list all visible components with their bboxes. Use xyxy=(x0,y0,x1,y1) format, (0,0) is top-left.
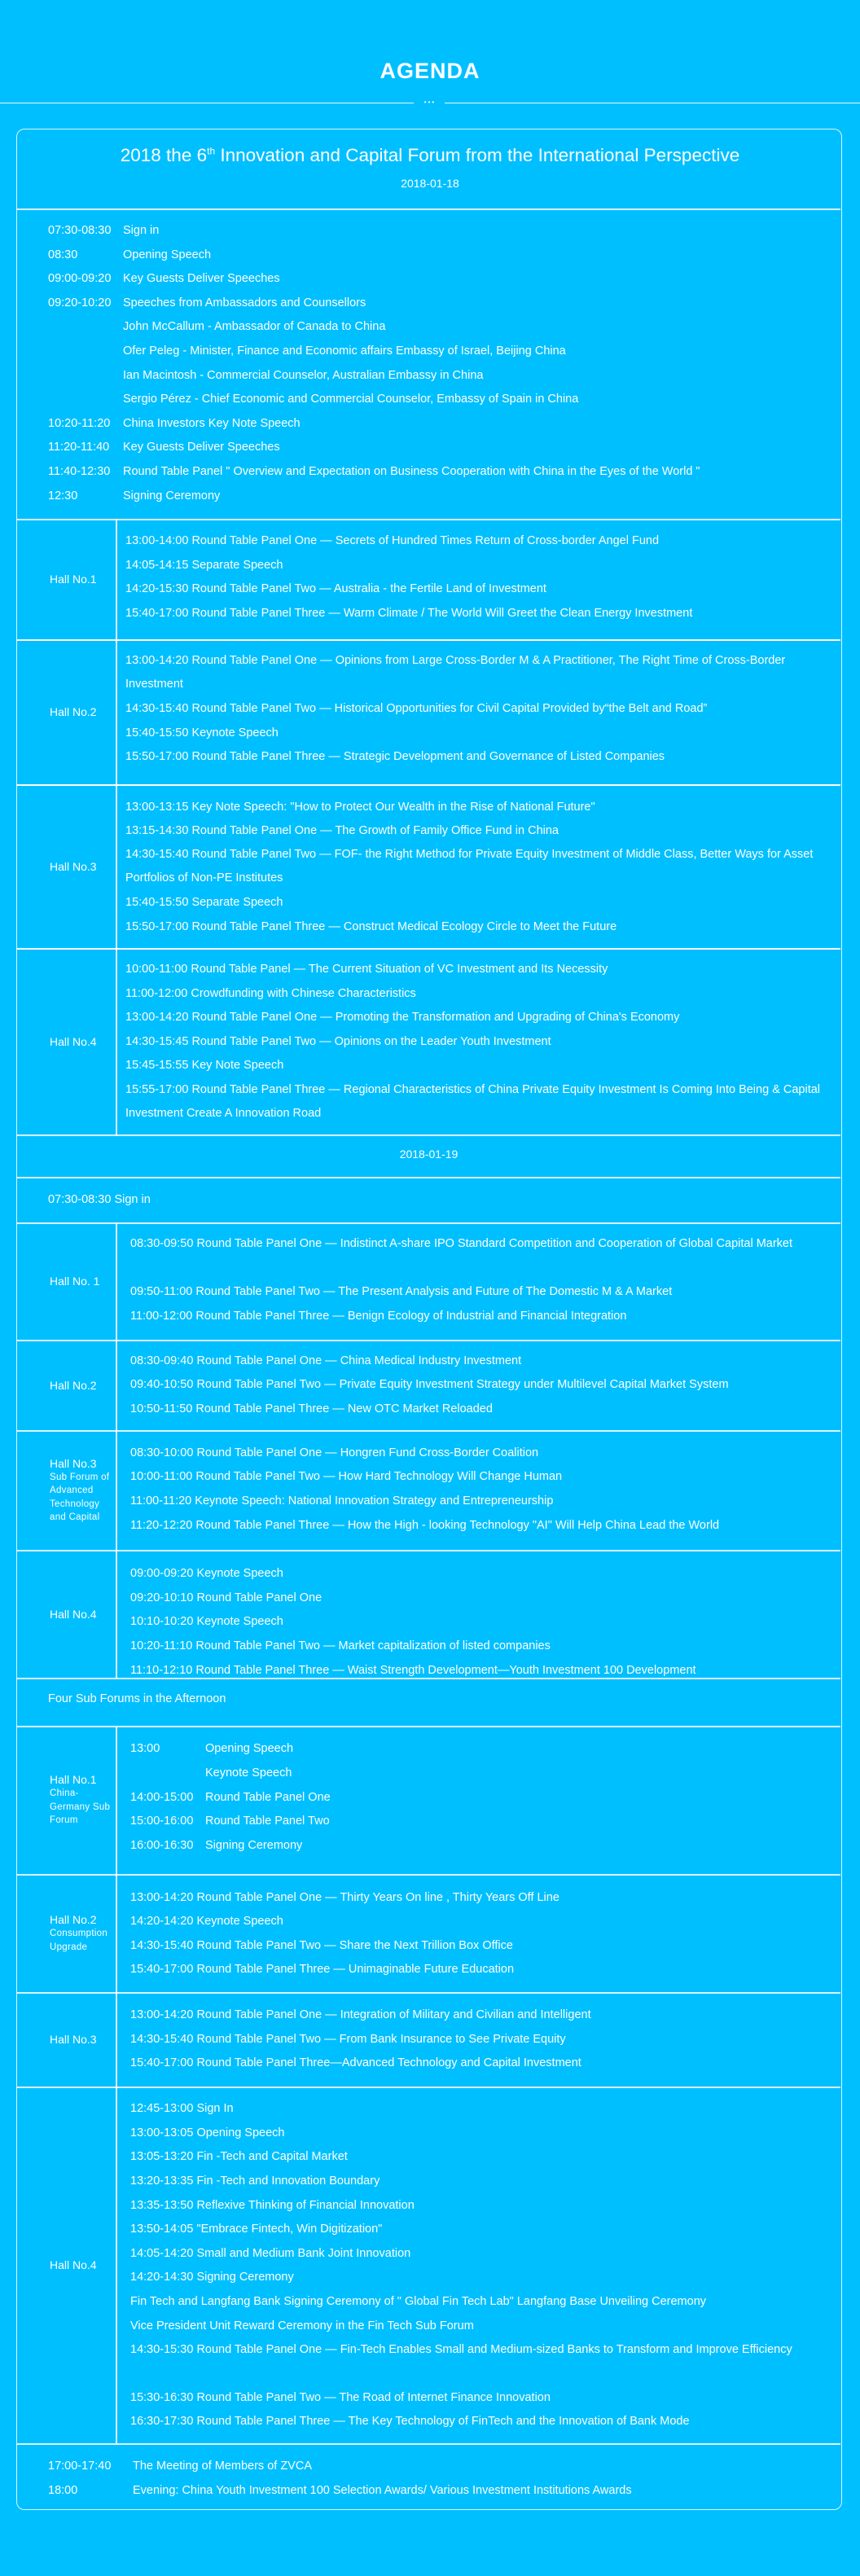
hall-item-text: Vice President Unit Reward Ceremony in the Fin Tech Sub Forum xyxy=(130,2319,474,2332)
hall-item-text: Round Table Panel Two — The Road of Internet Finance Innovation xyxy=(196,2391,551,2404)
hall-item-line xyxy=(125,577,546,601)
section-divider xyxy=(17,1430,840,1432)
morning-item-time: 12:30 xyxy=(48,489,78,502)
hall-item-text: Round Table Panel Two — Private Equity Investment Strategy under Multilevel Capital Market System xyxy=(196,1378,729,1391)
hall-item-time: 13:15-14:30 xyxy=(125,824,189,837)
hall-item-text: Round Table Panel One — The Growth of Family Office Fund in China xyxy=(191,824,559,837)
hall-item-text: Round Table Panel Two — FOF- the Right Method for Private Equity Investment of Middle Class, Better Ways for Asset Portfolios of Non-PE Institutes xyxy=(125,848,814,884)
hall-item-text: Fin -Tech and Innovation Boundary xyxy=(196,2174,380,2188)
morning-item-text: Ofer Peleg - Minister, Finance and Economic affairs Embassy of Israel, Beijing China xyxy=(123,344,566,358)
hall-label-inner xyxy=(50,1274,116,1288)
hall-item-time: 15:40-15:50 xyxy=(125,726,189,739)
section-divider xyxy=(17,784,840,786)
hall-column-divider xyxy=(116,948,117,1134)
hall-item-line xyxy=(130,2145,348,2169)
hall-label xyxy=(17,948,116,1134)
signin-time: 07:30-08:30 xyxy=(48,1193,112,1206)
closing-text: Evening: China Youth Investment 100 Selection Awards/ Various Investment Institutions Awards xyxy=(133,2484,632,2497)
hall-item-text: Crowdfunding with Chinese Characteristics xyxy=(191,987,416,1000)
hall-item-text: Separate Speech xyxy=(191,896,283,909)
hall-item-text: Round Table Panel One — Hongren Fund Cross-Border Coalition xyxy=(196,1446,539,1459)
hall-label xyxy=(17,1222,116,1340)
hall-item-text: Keynote Speech xyxy=(205,1766,292,1780)
morning-item-text: Ian Macintosh - Commercial Counselor, Australian Embassy in China xyxy=(123,368,484,382)
hall-item-time: 13:00-14:20 xyxy=(130,2008,194,2021)
hall-item-text: Round Table Panel Two — Historical Opportunities for Civil Capital Provided by“the Belt and Road” xyxy=(191,702,708,715)
hall-item-time: 13:00-14:20 xyxy=(125,1011,189,1024)
section-divider xyxy=(17,639,840,641)
section-divider xyxy=(17,1550,840,1551)
hall-item-time: 14:30-15:30 xyxy=(130,2343,194,2356)
hall-item-line xyxy=(125,697,707,721)
hall-item-line xyxy=(125,745,665,769)
hall-item-line xyxy=(125,915,616,939)
hall-item-line xyxy=(130,2003,591,2027)
signin-text: Sign in xyxy=(114,1193,151,1206)
hall-item-time: 15:30-16:30 xyxy=(130,2391,194,2404)
hall-item-time: 10:00-11:00 xyxy=(125,963,188,976)
hall-item-line xyxy=(130,2052,581,2075)
morning-item-time: 09:20-10:20 xyxy=(48,296,112,309)
morning-item-time: 10:20-11:20 xyxy=(48,416,111,430)
morning-item-text: Signing Ceremony xyxy=(123,489,221,502)
section-divider xyxy=(17,519,840,520)
hall-item-line xyxy=(130,1305,626,1328)
hall-item-text: Key Note Speech xyxy=(191,1059,284,1072)
hall-item-text: Keynote Speech xyxy=(191,726,279,739)
hall-item-text: Round Table Panel Three — Unimaginable Future Education xyxy=(196,1963,515,1976)
hall-item-time: 13:00 xyxy=(130,1742,160,1755)
hall-item-text: Round Table Panel Two — Opinions on the Leader Youth Investment xyxy=(191,1035,551,1048)
hall-subtitle: Sub Forum of Advanced Technology and Capital xyxy=(50,1472,110,1522)
hall-item-line xyxy=(130,1442,538,1465)
hall-item-line xyxy=(125,1006,679,1029)
hall-item-text: Opening Speech xyxy=(196,2126,285,2139)
hall-item-line xyxy=(130,1373,729,1397)
hall-item-line xyxy=(130,1659,696,1683)
section-divider xyxy=(17,1222,840,1224)
hall-item-line xyxy=(125,891,283,915)
hall-item-line xyxy=(130,1810,330,1833)
hall-item-text: Keynote Speech xyxy=(196,1615,283,1628)
hall-item-text: Opening Speech xyxy=(205,1742,294,1755)
hall-item-line xyxy=(125,843,826,890)
hall-item-text: Round Table Panel Three — Construct Medical Ecology Circle to Meet the Future xyxy=(191,920,617,933)
hall-item-line xyxy=(130,2242,410,2266)
morning-item-text: John McCallum - Ambassador of Canada to China xyxy=(123,320,386,334)
section-divider xyxy=(17,1726,840,1727)
hall-item-time: 15:55-17:00 xyxy=(125,1083,189,1096)
hall-item-line xyxy=(130,1465,562,1489)
hall-item-time: 10:00-11:00 xyxy=(130,1470,193,1483)
hall-item-time: 16:00-16:30 xyxy=(130,1839,194,1852)
page-title: AGENDA xyxy=(380,59,480,83)
hall-label-inner xyxy=(50,1912,116,1954)
section-divider xyxy=(17,1177,840,1178)
hall-item-time: 10:50-11:50 xyxy=(130,1402,193,1415)
hall-item-time: 15:40-17:00 xyxy=(130,1963,194,1976)
closing-time: 17:00-17:40 xyxy=(48,2460,112,2473)
hall-item-time: 14:30-15:40 xyxy=(125,702,189,715)
hall-item-line xyxy=(130,1514,719,1538)
hall-item-text: Round Table Panel Three — Benign Ecology of Industrial and Financial Integration xyxy=(195,1310,627,1323)
hall-item-line xyxy=(130,1834,302,1858)
hall-item-time: 10:10-10:20 xyxy=(130,1615,194,1628)
closing-item xyxy=(48,2455,312,2478)
hall-item-line xyxy=(130,1232,823,1256)
hall-item-line xyxy=(125,796,595,819)
hall-item-line xyxy=(125,1030,551,1054)
hall-column-divider xyxy=(116,1430,117,1550)
hall-item-time: 15:40-17:00 xyxy=(130,2056,194,2069)
hall-column-divider xyxy=(116,1726,117,1874)
hall-name: Hall No.4 xyxy=(50,1034,97,1048)
hall-item-text: Keynote Speech: National Innovation Strategy and Entrepreneurship xyxy=(195,1494,554,1507)
hall-item-text: Round Table Panel One — Opinions from Large Cross-Border M & A Practitioner, The Right Time of Cross-Border Investment xyxy=(125,654,786,691)
section-divider xyxy=(17,1992,840,1994)
hall-label xyxy=(17,784,116,948)
hall-item-text: Round Table Panel Three — Regional Characteristics of China Private Equity Investment Is Coming Into Being & Capital Investment Create A Innovation Road xyxy=(125,1083,821,1120)
afternoon-title: Four Sub Forums in the Afternoon xyxy=(48,1692,226,1705)
hall-name: Hall No.2 xyxy=(50,705,97,718)
hall-item-time: 11:10-12:10 xyxy=(130,1664,193,1677)
hall-item-time: 15:50-17:00 xyxy=(125,920,189,933)
morning-item-text: Sign in xyxy=(123,224,160,237)
hall-item-time: 14:30-15:40 xyxy=(130,1939,194,1952)
closing-text: The Meeting of Members of ZVCA xyxy=(133,2460,312,2473)
day2-signin xyxy=(48,1188,151,1212)
hall-item-line xyxy=(130,2315,474,2338)
hall-label-inner xyxy=(50,1456,116,1525)
hall-item-time: 09:20-10:10 xyxy=(130,1591,194,1604)
hall-item-time: 10:20-11:10 xyxy=(130,1639,193,1652)
hall-label xyxy=(17,1340,116,1430)
hall-item-text: Round Table Panel Two xyxy=(205,1815,330,1828)
hall-item-text: Fin -Tech and Capital Market xyxy=(196,2150,348,2163)
hall-item-text: Keynote Speech xyxy=(196,1915,283,1928)
hall-item-text: Round Table Panel Two — From Bank Insurance to See Private Equity xyxy=(196,2033,566,2046)
hall-label-inner xyxy=(50,1034,116,1049)
morning-item-text: Opening Speech xyxy=(123,248,212,261)
hall-item-time: 13:00-14:20 xyxy=(130,1891,194,1904)
hall-item-line xyxy=(130,1398,493,1421)
hall-item-line xyxy=(130,2386,551,2410)
hall-item-text: Round Table Panel One — Fin-Tech Enables Small and Medium-sized Banks to Transform and Improve Efficiency xyxy=(196,2343,792,2356)
hall-item-line xyxy=(130,1490,553,1513)
hall-item-time: 09:00-09:20 xyxy=(130,1567,194,1580)
hall-item-text: Round Table Panel One — Secrets of Hundred Times Return of Cross-border Angel Fund xyxy=(191,534,660,547)
hall-item-time: 16:30-17:30 xyxy=(130,2415,194,2428)
hall-item-text: Round Table Panel Three — Waist Strength Development—Youth Investment 100 Development xyxy=(195,1664,696,1677)
section-divider xyxy=(17,1678,840,1679)
hall-item-time: 13:00-13:05 xyxy=(130,2126,194,2139)
hall-name: Hall No.3 xyxy=(50,2033,97,2046)
hall-column-divider xyxy=(116,639,117,784)
hall-item-time: 15:40-15:50 xyxy=(125,896,189,909)
hall-item-time: 12:45-13:00 xyxy=(130,2102,194,2115)
hall-item-line xyxy=(130,2170,380,2193)
hall-name: Hall No.3 xyxy=(50,859,97,873)
hall-name: Hall No.2 xyxy=(50,1378,97,1392)
hall-item-time: 08:30-10:00 xyxy=(130,1446,194,1459)
hall-item-time: 08:30-09:40 xyxy=(130,1354,194,1367)
hall-item-time: 09:50-11:00 xyxy=(130,1285,193,1298)
hall-item-time: 13:20-13:35 xyxy=(130,2174,194,2188)
hall-label-inner xyxy=(50,704,116,719)
hall-item-text: Keynote Speech xyxy=(196,1567,283,1580)
hall-item-time: 14:00-15:00 xyxy=(130,1791,194,1804)
hall-item-text: Key Note Speech: "How to Protect Our Wealth in the Rise of National Future" xyxy=(191,801,595,814)
morning-item-time: 08:30 xyxy=(48,248,78,261)
hall-item-time: 13:05-13:20 xyxy=(130,2150,194,2163)
section-divider xyxy=(17,2443,840,2445)
hall-item-text: Round Table Panel Three — How the High - looking Technology "AI" Will Help China Lead the World xyxy=(195,1519,720,1532)
hall-item-line xyxy=(130,1958,514,1981)
hall-item-line xyxy=(130,1349,521,1373)
hall-item-time: 13:00-13:15 xyxy=(125,801,189,814)
day2-date: 2018-01-19 xyxy=(399,1148,459,1161)
hall-label xyxy=(17,1992,116,2087)
hall-name: Hall No. 1 xyxy=(50,1275,100,1288)
hall-item-time: 15:40-17:00 xyxy=(125,607,189,620)
hall-item-text: Round Table Panel Two — The Present Analysis and Future of The Domestic M & A Market xyxy=(195,1285,673,1298)
hall-item-line xyxy=(130,1910,283,1933)
hall-item-text: Fin Tech and Langfang Bank Signing Ceremony of " Global Fin Tech Lab" Langfang Base Unveiling Ceremony xyxy=(130,2295,707,2308)
hall-subtitle: Consumption Upgrade xyxy=(50,1929,108,1952)
hall-item-text: Round Table Panel Three — Warm Climate / The World Will Greet the Clean Energy Investment xyxy=(191,607,693,620)
hall-item-text: Round Table Panel One — Thirty Years On line , Thirty Years Off Line xyxy=(196,1891,559,1904)
hall-item-line xyxy=(130,2194,415,2218)
morning-item-text: Key Guests Deliver Speeches xyxy=(123,272,280,286)
morning-item-time: 07:30-08:30 xyxy=(48,224,112,237)
hall-item-line xyxy=(125,1078,826,1126)
hall-column-divider xyxy=(116,1992,117,2087)
hall-item-line xyxy=(130,2266,294,2289)
hall-item-time: 09:40-10:50 xyxy=(130,1378,194,1391)
hall-item-text: Signing Ceremony xyxy=(196,2271,294,2284)
hall-item-text: Round Table Panel Two — How Hard Technology Will Change Human xyxy=(195,1470,563,1483)
hall-label xyxy=(17,1430,116,1550)
hall-item-text: Round Table Panel One — Integration of Military and Civilian and Intelligent xyxy=(196,2008,591,2021)
hall-label-inner xyxy=(50,2032,116,2047)
morning-item-time: 09:00-09:20 xyxy=(48,272,112,286)
hall-item-line xyxy=(130,2290,706,2314)
hall-item-time: 13:50-14:05 xyxy=(130,2223,194,2236)
hall-label-inner xyxy=(50,1607,116,1622)
day1-date: 2018-01-18 xyxy=(401,177,459,190)
hall-name: Hall No.3 xyxy=(50,1456,97,1470)
hall-label xyxy=(17,1726,116,1874)
hall-column-divider xyxy=(116,2087,117,2443)
hall-item-line xyxy=(125,649,826,696)
morning-item-time: 11:20-11:40 xyxy=(48,441,110,454)
hall-column-divider xyxy=(116,1874,117,1992)
hall-column-divider xyxy=(116,1222,117,1340)
hall-item-line xyxy=(130,1737,293,1761)
closing-time: 18:00 xyxy=(48,2484,78,2497)
hall-label xyxy=(17,1874,116,1992)
hall-column-divider xyxy=(116,519,117,639)
hall-item-text: Round Table Panel Three — The Key Technology of FinTech and the Innovation of Bank Mode xyxy=(196,2415,690,2428)
hall-item-time: 14:30-15:40 xyxy=(125,848,189,861)
hall-item-line xyxy=(125,819,559,843)
hall-item-text: Round Table Panel Two — Australia - the Fertile Land of Investment xyxy=(191,582,546,595)
morning-item-time: 11:40-12:30 xyxy=(48,465,111,478)
section-divider xyxy=(17,1340,840,1341)
section-divider xyxy=(17,1874,840,1876)
hall-item-time: 14:20-14:30 xyxy=(130,2271,194,2284)
hall-item-time: 14:20-15:30 xyxy=(125,582,189,595)
hall-item-text: "Embrace Fintech, Win Digitization" xyxy=(196,2223,383,2236)
hall-item-text: Round Table Panel Two — Market capitalization of listed companies xyxy=(195,1639,551,1652)
hall-item-text: Round Table Panel One xyxy=(196,1591,322,1604)
hall-item-line xyxy=(130,1586,322,1610)
hall-item-line xyxy=(130,2028,566,2052)
hall-item-line xyxy=(130,2218,382,2241)
hall-item-time: 11:00-12:00 xyxy=(130,1310,193,1323)
hall-item-text: Round Table Panel One xyxy=(205,1791,331,1804)
hall-item-text: Sign In xyxy=(196,2102,234,2115)
hall-label xyxy=(17,639,116,784)
morning-item-text: Round Table Panel " Overview and Expectation on Business Cooperation with China in the Eyes of the World " xyxy=(123,465,700,478)
hall-item-text: Small and Medium Bank Joint Innovation xyxy=(196,2247,411,2260)
hall-item-text: Separate Speech xyxy=(191,559,283,572)
hall-item-text: Round Table Panel Three — New OTC Market Reloaded xyxy=(195,1402,493,1415)
hall-label-inner xyxy=(50,2258,116,2272)
hall-item-time: 11:00-12:00 xyxy=(125,987,188,1000)
hall-item-line xyxy=(125,602,692,625)
morning-item-text: Speeches from Ambassadors and Counsellors xyxy=(123,296,366,309)
hall-column-divider xyxy=(116,1340,117,1430)
hall-item-time: 13:00-14:20 xyxy=(125,654,189,667)
forum-title: 2018 the 6th Innovation and Capital Forum from the International Perspective xyxy=(120,145,740,165)
section-divider xyxy=(17,948,840,950)
hall-subtitle: China-Germany Sub Forum xyxy=(50,1788,111,1826)
section-divider xyxy=(17,1134,840,1136)
hall-item-text: Round Table Panel One — Indistinct A-share IPO Standard Competition and Cooperation of Global Capital Market xyxy=(196,1237,793,1250)
title-divider-dots: ••• xyxy=(423,99,437,106)
hall-item-text: Round Table Panel One — China Medical Industry Investment xyxy=(196,1354,522,1367)
section-divider xyxy=(17,208,840,210)
hall-item-line xyxy=(130,1635,551,1658)
hall-item-text: Round Table Panel — The Current Situation of VC Investment and Its Necessity xyxy=(191,963,608,976)
hall-item-line xyxy=(130,1934,513,1958)
hall-name: Hall No.4 xyxy=(50,2258,97,2271)
hall-label-inner xyxy=(50,572,116,586)
hall-item-text: Reflexive Thinking of Financial Innovation xyxy=(196,2199,415,2212)
morning-item-text: Sergio Pérez - Chief Economic and Commercial Counselor, Embassy of Spain in China xyxy=(123,393,579,406)
hall-label-inner xyxy=(50,1772,116,1828)
hall-item-time: 11:20-12:20 xyxy=(130,1519,193,1532)
hall-item-line xyxy=(125,529,659,553)
hall-item-line xyxy=(130,2410,690,2433)
hall-item-text: Round Table Panel One — Promoting the Transformation and Upgrading of China's Economy xyxy=(191,1011,680,1024)
hall-item-line xyxy=(130,1886,559,1910)
section-divider xyxy=(17,2087,840,2088)
hall-item-line xyxy=(125,958,608,981)
hall-item-time: 08:30-09:50 xyxy=(130,1237,194,1250)
hall-item-text: Round Table Panel Three — Strategic Development and Governance of Listed Companies xyxy=(191,750,665,763)
hall-item-time: 14:30-15:45 xyxy=(125,1035,189,1048)
hall-name: Hall No.1 xyxy=(50,573,97,586)
hall-item-time: 14:20-14:20 xyxy=(130,1915,194,1928)
morning-item-text: Key Guests Deliver Speeches xyxy=(123,441,280,454)
hall-label xyxy=(17,519,116,639)
morning-item-text: China Investors Key Note Speech xyxy=(123,416,301,430)
hall-item-time: 15:50-17:00 xyxy=(125,750,189,763)
hall-item-line xyxy=(130,1786,331,1810)
hall-item-line xyxy=(130,1280,672,1304)
hall-item-text: Round Table Panel Three—Advanced Technology and Capital Investment xyxy=(196,2056,581,2069)
hall-item-line xyxy=(125,554,283,577)
hall-item-text: Round Table Panel Two — Share the Next Trillion Box Office xyxy=(196,1939,513,1952)
hall-item-time: 14:05-14:20 xyxy=(130,2247,194,2260)
hall-item-line xyxy=(130,1610,283,1634)
hall-label xyxy=(17,2087,116,2443)
hall-name: Hall No.4 xyxy=(50,1607,97,1621)
hall-item-time: 11:00-11:20 xyxy=(130,1494,192,1507)
hall-item-text: Signing Ceremony xyxy=(205,1839,303,1852)
hall-column-divider xyxy=(116,1550,117,1678)
hall-item-line xyxy=(130,2338,823,2362)
agenda-card xyxy=(16,129,842,2510)
hall-label-inner xyxy=(50,859,116,874)
hall-item-line xyxy=(130,1562,283,1586)
hall-item-line xyxy=(125,982,416,1006)
hall-item-line xyxy=(125,722,279,745)
hall-item-line xyxy=(130,1762,292,1785)
hall-item-time: 15:45-15:55 xyxy=(125,1059,189,1072)
hall-item-time: 13:35-13:50 xyxy=(130,2199,194,2212)
hall-item-time: 14:05-14:15 xyxy=(125,559,189,572)
hall-item-time: 15:00-16:00 xyxy=(130,1815,194,1828)
hall-name: Hall No.1 xyxy=(50,1773,97,1787)
hall-item-line xyxy=(125,1054,283,1077)
hall-item-line xyxy=(130,2122,284,2145)
hall-name: Hall No.2 xyxy=(50,1913,97,1926)
closing-item xyxy=(48,2479,632,2503)
hall-item-line xyxy=(130,2097,234,2121)
hall-label xyxy=(17,1550,116,1678)
hall-label-inner xyxy=(50,1378,116,1393)
hall-column-divider xyxy=(116,784,117,948)
hall-item-time: 13:00-14:00 xyxy=(125,534,189,547)
hall-item-time: 14:30-15:40 xyxy=(130,2033,194,2046)
